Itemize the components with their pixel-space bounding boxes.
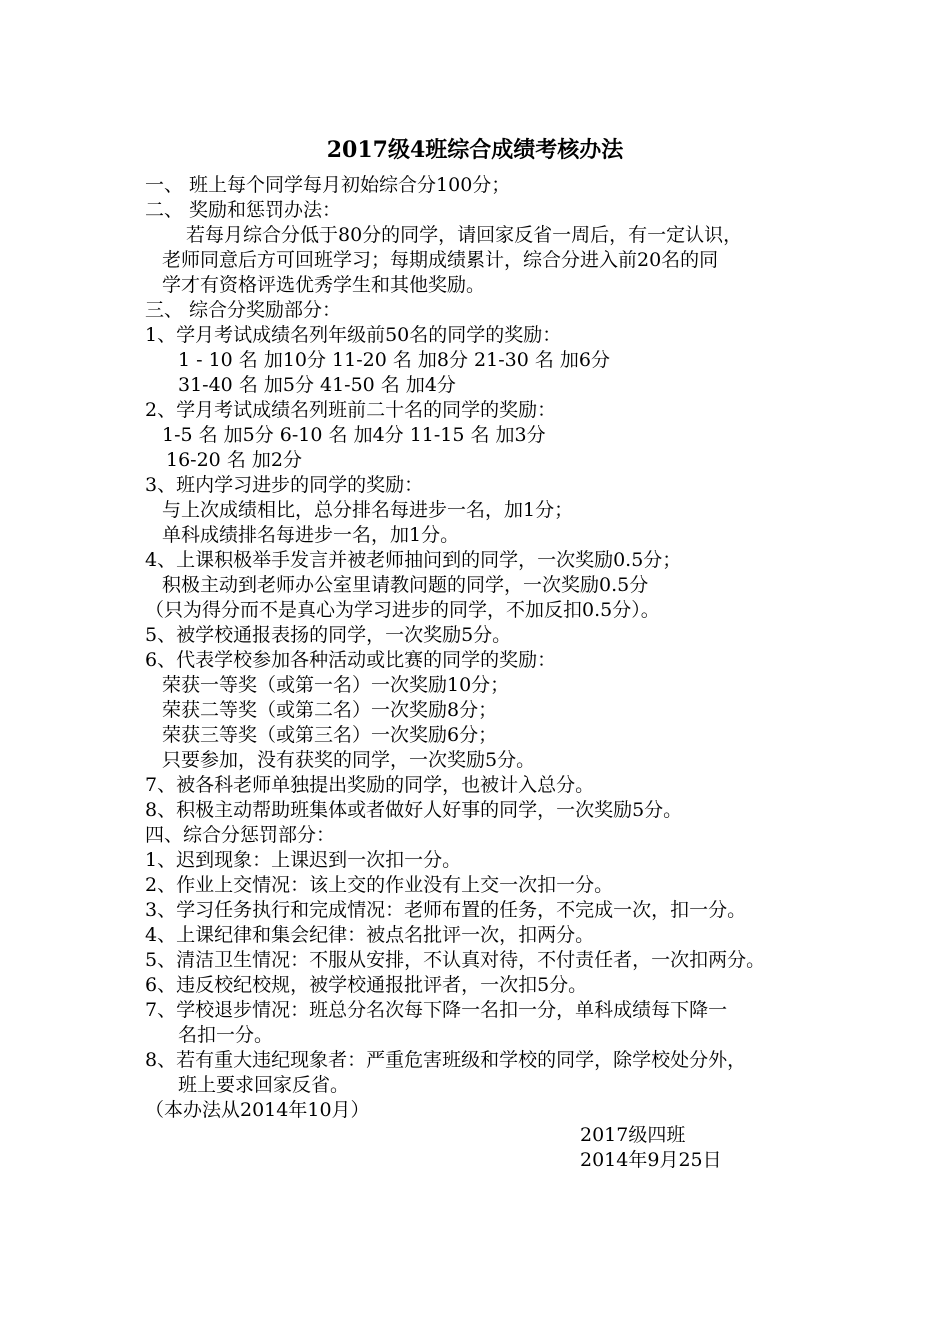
penalty-item-8-line-2: 班上要求回家反省。 — [178, 1074, 350, 1096]
penalty-paragraph-line-2: 老师同意后方可回班学习；每期成绩累计，综合分进入前20名的同 — [162, 249, 719, 271]
penalty-item-2: 2、作业上交情况：该上交的作业没有上交一次扣一分。 — [145, 874, 614, 896]
penalty-item-4: 4、上课纪律和集会纪律：被点名批评一次，扣两分。 — [145, 924, 595, 946]
grade-rank-row-1: 1 - 10 名 加10分 11-20 名 加8分 21-30 名 加6分 — [178, 349, 610, 371]
reward-item-4-line-1: 4、上课积极举手发言并被老师抽问到的同学，一次奖励0.5分； — [145, 549, 682, 571]
penalty-item-5: 5、清洁卫生情况：不服从安排，不认真对待，不付责任者，一次扣两分。 — [145, 949, 766, 971]
reward-item-7: 7、被各科老师单独提出奖励的同学，也被计入总分。 — [145, 774, 595, 796]
penalty-paragraph-line-3: 学才有资格评选优秀学生和其他奖励。 — [162, 274, 486, 296]
reward-item-5: 5、被学校通报表扬的同学，一次奖励5分。 — [145, 624, 512, 646]
award-participation: 只要参加，没有获奖的同学，一次奖励5分。 — [162, 749, 536, 771]
reward-item-4-line-2: 积极主动到老师办公室里请教问题的同学，一次奖励0.5分 — [162, 574, 649, 596]
reward-item-4-line-3: （只为得分而不是真心为学习进步的同学，不加反扣0.5分）。 — [145, 599, 660, 621]
penalty-item-1: 1、迟到现象：上课迟到一次扣一分。 — [145, 849, 462, 871]
class-rank-row-1: 1-5 名 加5分 6-10 名 加4分 11-15 名 加3分 — [162, 424, 546, 446]
reward-item-8: 8、积极主动帮助班集体或者做好人好事的同学，一次奖励5分。 — [145, 799, 683, 821]
penalty-item-8-line-1: 8、若有重大违纪现象者：严重危害班级和学校的同学，除学校处分外， — [145, 1049, 747, 1071]
award-third-prize: 荣获三等奖（或第三名）一次奖励6分； — [162, 724, 498, 746]
penalty-paragraph-line-1: 若每月综合分低于80分的同学，请回家反省一周后，有一定认识， — [186, 224, 743, 246]
reward-item-3-heading: 3、班内学习进步的同学的奖励： — [145, 474, 424, 496]
class-rank-row-2: 16-20 名 加2分 — [166, 449, 302, 471]
effective-date-note: （本办法从2014年10月） — [145, 1099, 370, 1121]
penalty-item-7-line-1: 7、学校退步情况：班总分名次每下降一名扣一分，单科成绩每下降一 — [145, 999, 728, 1021]
progress-subject-line: 单科成绩排名每进步一名，加1分。 — [162, 524, 460, 546]
reward-item-2-heading: 2、学月考试成绩名列班前二十名的同学的奖励： — [145, 399, 557, 421]
progress-total-line: 与上次成绩相比，总分排名每进步一名，加1分； — [162, 499, 574, 521]
section-three-heading: 三、 综合分奖励部分： — [145, 299, 342, 321]
grade-rank-row-2: 31-40 名 加5分 41-50 名 加4分 — [178, 374, 456, 396]
penalty-item-7-line-2: 名扣一分。 — [178, 1024, 274, 1046]
section-four-heading: 四、综合分惩罚部分： — [145, 824, 336, 846]
section-one-line: 一、 班上每个同学每月初始综合分100分； — [145, 174, 511, 196]
signature-class: 2017级四班 — [580, 1124, 686, 1146]
penalty-item-3: 3、学习任务执行和完成情况：老师布置的任务，不完成一次，扣一分。 — [145, 899, 747, 921]
signature-date: 2014年9月25日 — [580, 1149, 722, 1171]
reward-item-6-heading: 6、代表学校参加各种活动或比赛的同学的奖励： — [145, 649, 557, 671]
award-second-prize: 荣获二等奖（或第二名）一次奖励8分； — [162, 699, 498, 721]
penalty-item-6: 6、违反校纪校规，被学校通报批评者，一次扣5分。 — [145, 974, 588, 996]
document-title: 2017级4班综合成绩考核办法 — [326, 137, 624, 163]
award-first-prize: 荣获一等奖（或第一名）一次奖励10分； — [162, 674, 510, 696]
section-two-heading: 二、 奖励和惩罚办法： — [145, 199, 342, 221]
reward-item-1-heading: 1、学月考试成绩名列年级前50名的同学的奖励： — [145, 324, 562, 346]
